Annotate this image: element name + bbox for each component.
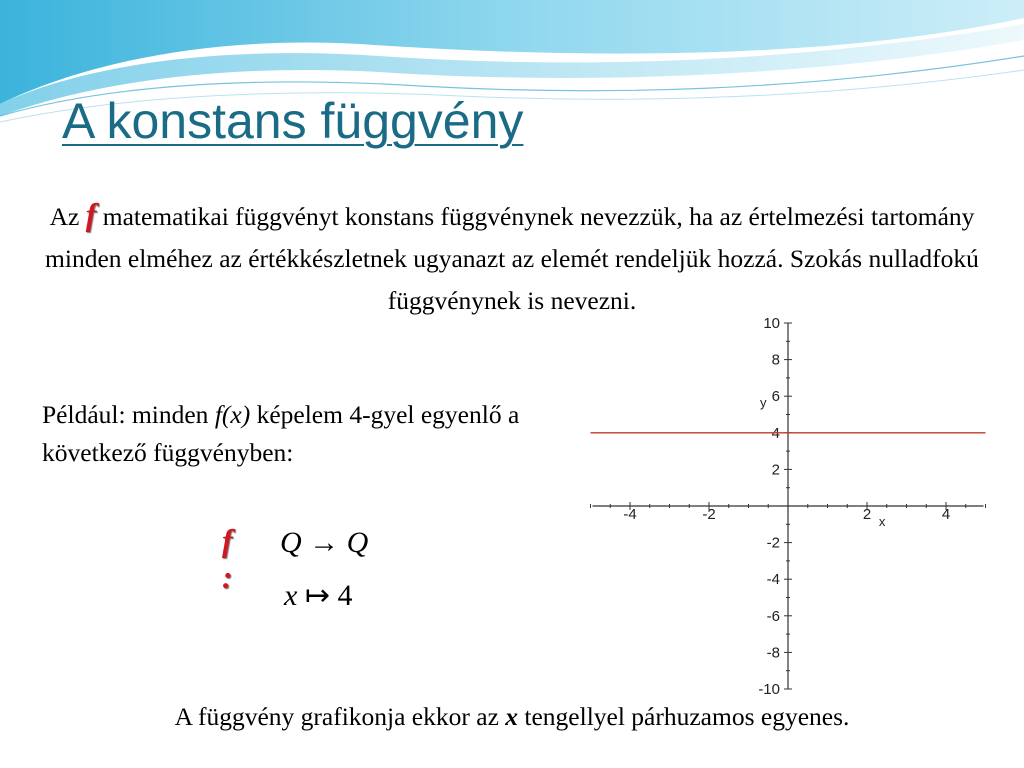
example-pre: Például: minden xyxy=(42,400,209,429)
y-tick-label: 2 xyxy=(771,461,780,479)
y-tick-label: -8 xyxy=(766,644,780,662)
example-fx: f(x) xyxy=(214,400,251,429)
formula-var: x xyxy=(284,579,298,612)
y-tick-label: -6 xyxy=(766,607,780,625)
example-paragraph xyxy=(42,396,572,472)
y-tick-label: 8 xyxy=(771,351,780,369)
bottom-caption xyxy=(18,702,1006,732)
constant-function-graph xyxy=(578,312,996,700)
page-title: A konstans függvény xyxy=(62,93,524,149)
formula-value: 4 xyxy=(337,579,353,612)
bottom-pre: A függvény grafikonja ekkor az xyxy=(174,702,499,731)
x-tick-label: 4 xyxy=(941,506,951,523)
formula-mapping-rule xyxy=(284,578,352,613)
definition-prefix: Az xyxy=(49,202,80,231)
y-tick-label: 10 xyxy=(763,315,780,332)
y-tick-label: 6 xyxy=(771,388,780,406)
y-axis-label: y xyxy=(760,395,767,411)
definition-text: matematikai függvényt konstans függvénynek nevezzük, ha az értelmezési tartomány minden elméhez az értékkészletnek ugyanazt az elemét rendeljük hozzá. Szokás nulladfokú függvénynek is nevezni. xyxy=(45,202,979,315)
x-axis-label: x xyxy=(878,514,886,529)
bottom-post: tengellyel párhuzamos egyenes. xyxy=(524,702,850,731)
x-tick-label: -2 xyxy=(702,506,716,523)
y-tick-label: -4 xyxy=(766,571,780,589)
definition-paragraph xyxy=(18,193,1006,322)
f-symbol: f xyxy=(85,196,97,232)
bottom-x: x xyxy=(505,702,519,731)
y-tick-label: 4 xyxy=(771,424,780,442)
formula-maps-to-arrow: ↦ xyxy=(304,579,330,612)
x-tick-label: 2 xyxy=(862,506,872,523)
x-tick-label: -4 xyxy=(623,506,637,523)
formula-domain-codomain: Q → Q xyxy=(280,526,369,559)
example-post: képelem 4-gyel egyenlő a következő függvényben: xyxy=(42,400,520,467)
formula-f-symbol: f : xyxy=(222,522,233,595)
y-tick-label: -2 xyxy=(766,534,780,552)
y-tick-label: -10 xyxy=(758,681,780,698)
